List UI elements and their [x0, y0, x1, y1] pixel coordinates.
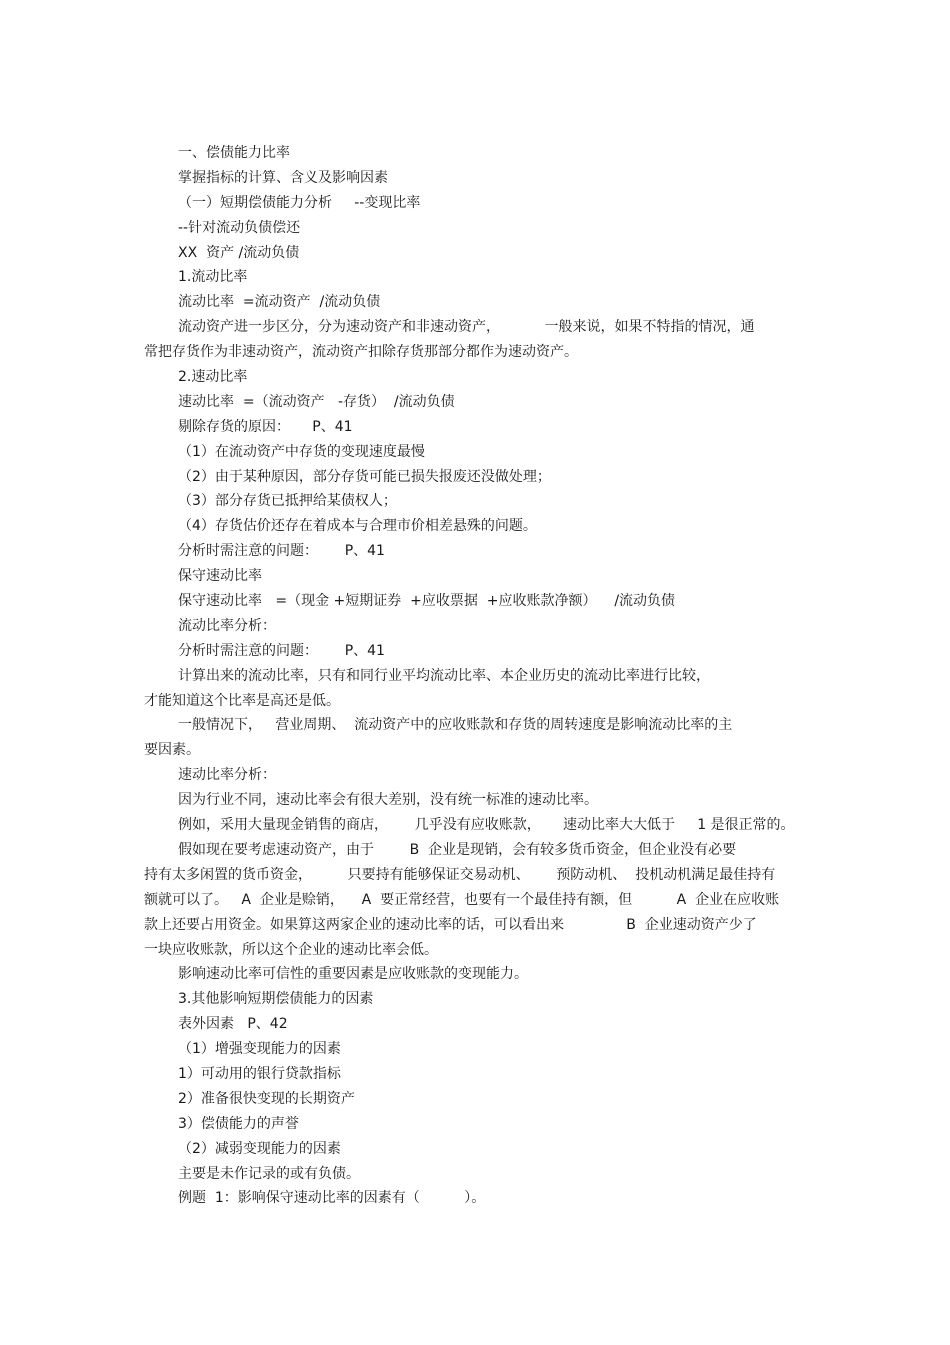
text-line: （1）在流动资产中存货的变现速度最慢 — [178, 443, 425, 460]
text-line: 2）准备很快变现的长期资产 — [178, 1090, 355, 1107]
text-line: 流动资产进一步区分，分为速动资产和非速动资产， 一般来说，如果不特指的情况，通 — [178, 319, 755, 336]
text-line: 常把存货作为非速动资产，流动资产扣除存货那部分都作为速动资产。 — [144, 344, 578, 361]
text-line: 假如现在要考虑速动资产，由于 B 企业是现销，会有较多货币资金，但企业没有必要 — [178, 841, 737, 858]
text-line: 掌握指标的计算、含义及影响因素 — [178, 169, 388, 186]
text-line: 3.其他影响短期偿债能力的因素 — [178, 991, 374, 1008]
text-line: 一、偿债能力比率 — [178, 145, 290, 161]
text-line: 流动比率分析： — [178, 617, 276, 634]
text-line: 流动比率 =流动资产 /流动负债 — [178, 294, 381, 311]
text-line: 才能知道这个比率是高还是低。 — [144, 692, 340, 709]
text-line: --针对流动负债偿还 — [178, 219, 301, 236]
text-line: 影响速动比率可信性的重要因素是应收账款的变现能力。 — [178, 966, 528, 983]
text-line: 分析时需注意的问题： P、41 — [178, 642, 385, 659]
text-line: （4）存货估价还存在着成本与合理市价相差悬殊的问题。 — [178, 518, 537, 535]
text-line: （2）减弱变现能力的因素 — [178, 1140, 341, 1157]
text-line: 保守速动比率 — [178, 568, 262, 585]
text-line: 1.流动比率 — [178, 269, 248, 286]
text-line: 额就可以了。 A 企业是赊销， A 要正常经营，也要有一个最佳持有额，但 A 企业在应收账 — [144, 891, 780, 908]
document-body — [144, 141, 806, 1211]
text-line: 计算出来的流动比率，只有和同行业平均流动比率、本企业历史的流动比率进行比较， — [178, 667, 710, 684]
text-line: 分析时需注意的问题： P、41 — [178, 543, 385, 560]
text-line: 一块应收账款，所以这个企业的速动比率会低。 — [144, 941, 438, 958]
text-line: （一）短期偿债能力分析 --变现比率 — [178, 194, 421, 211]
text-line: 例如，采用大量现金销售的商店， 几乎没有应收账款， 速动比率大大低于 1 是很正常的。 — [178, 817, 795, 834]
text-line: 持有太多闲置的货币资金， 只要持有能够保证交易动机、 预防动机、 投机动机满足最佳持有 — [144, 866, 776, 883]
text-line: 因为行业不同，速动比率会有很大差别，没有统一标准的速动比率。 — [178, 792, 598, 809]
text-line: 2.速动比率 — [178, 369, 248, 386]
text-line: 1）可动用的银行贷款指标 — [178, 1065, 341, 1082]
text-line: 保守速动比率 =（现金 +短期证券 +应收票据 +应收账款净额） /流动负债 — [178, 593, 676, 610]
text-line: 速动比率分析： — [178, 767, 276, 784]
text-line: 剔除存货的原因： P、41 — [178, 418, 353, 435]
text-line: （3）部分存货已抵押给某债权人； — [178, 493, 397, 510]
text-line: 例题 1：影响保守速动比率的因素有（ ）。 — [178, 1190, 486, 1207]
text-line: 要因素。 — [144, 742, 200, 759]
text-line: 表外因素 P、42 — [178, 1016, 288, 1033]
text-line: （1）增强变现能力的因素 — [178, 1041, 341, 1058]
text-line: 款上还要占用资金。如果算这两家企业的速动比率的话，可以看出来 B 企业速动资产少了 — [144, 916, 757, 933]
text-line: 速动比率 =（流动资产 -存货） /流动负债 — [178, 393, 455, 410]
text-line: XX 资产 /流动负债 — [178, 244, 300, 261]
text-line: 主要是未作记录的或有负债。 — [178, 1165, 360, 1182]
text-line: 一般情况下， 营业周期、 流动资产中的应收账款和存货的周转速度是影响流动比率的主 — [178, 717, 733, 734]
text-line: （2）由于某种原因，部分存货可能已损失报废还没做处理； — [178, 468, 551, 485]
text-line: 3）偿债能力的声誉 — [178, 1115, 299, 1132]
